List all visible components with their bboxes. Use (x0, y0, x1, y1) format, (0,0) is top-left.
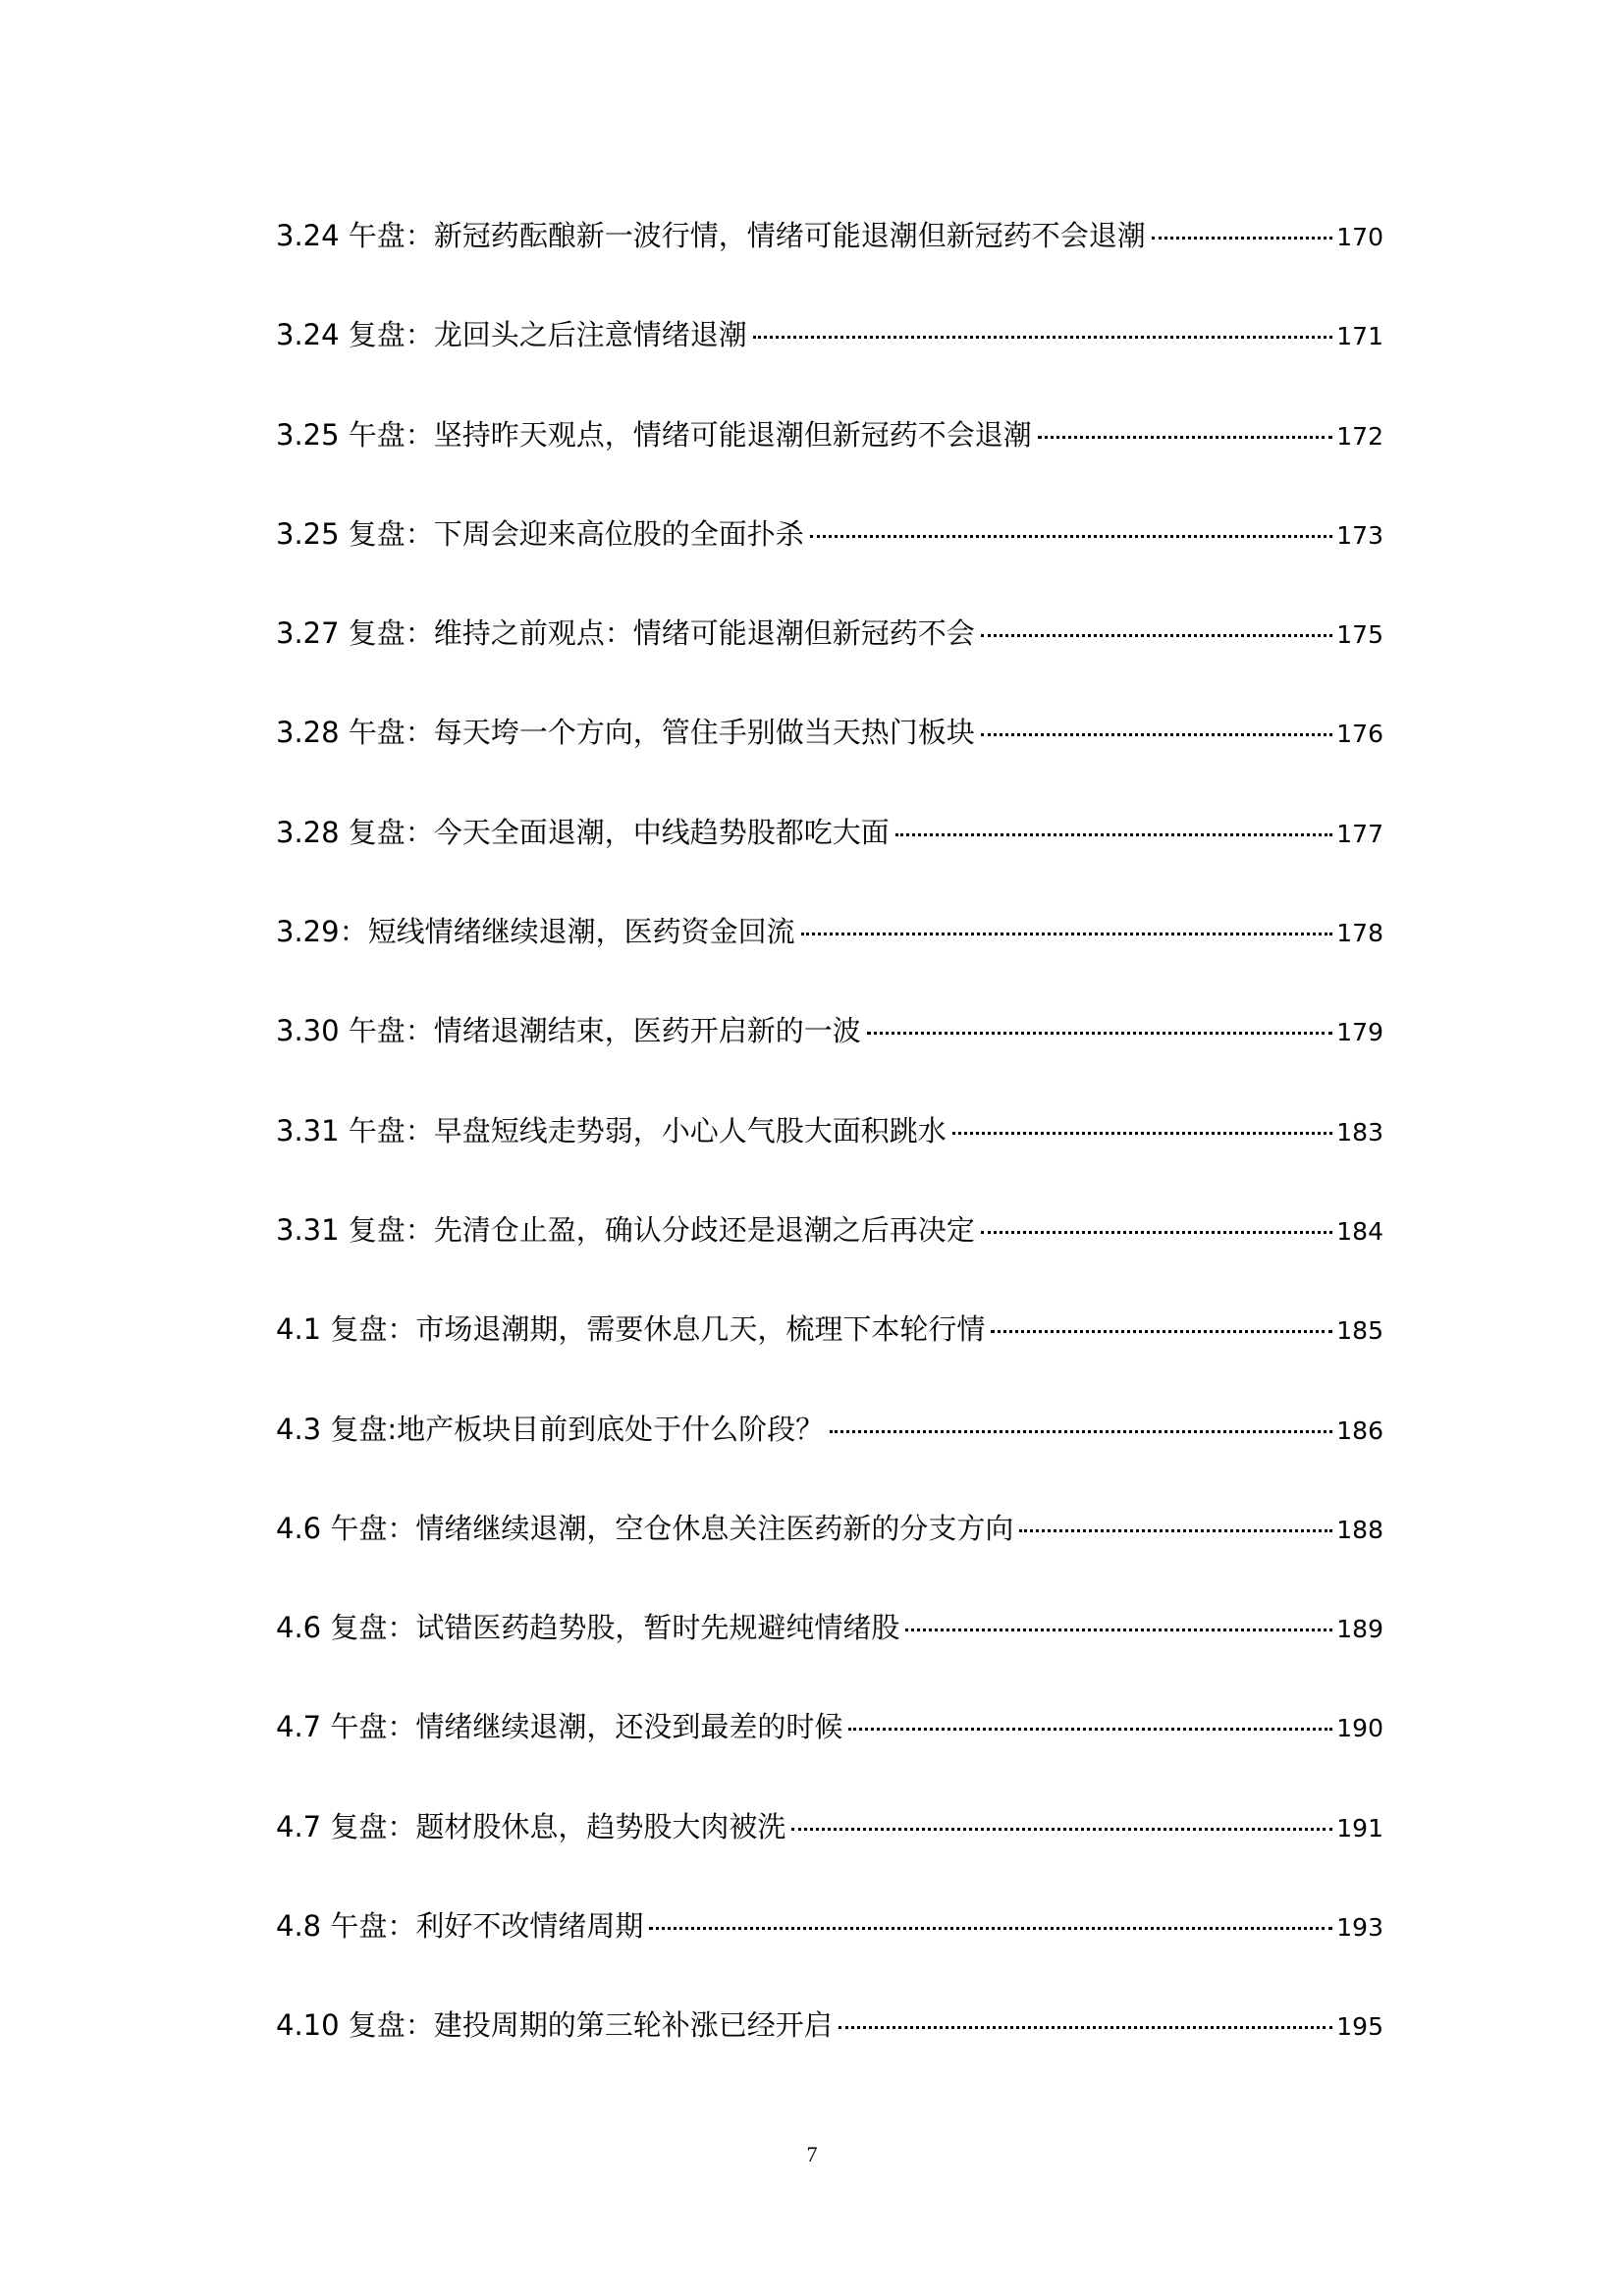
toc-dot-leader (649, 1926, 1332, 1930)
toc-entry-page: 185 (1336, 1316, 1383, 1346)
toc-entry-title: 3.29：短线情绪继续退潮，医药资金回流 (276, 915, 795, 949)
toc-entry-page: 170 (1336, 223, 1383, 251)
toc-entry-page: 186 (1336, 1415, 1383, 1445)
toc-entry-title: 3.28 午盘：每天垮一个方向，管住手别做当天热门板块 (276, 716, 975, 750)
table-of-contents (276, 216, 1383, 2106)
toc-entry[interactable] (276, 614, 1383, 713)
toc-entry[interactable] (276, 813, 1383, 912)
toc-entry[interactable] (276, 315, 1383, 414)
toc-entry[interactable] (276, 1509, 1383, 1608)
toc-entry[interactable] (276, 1906, 1383, 2005)
toc-dot-leader (1038, 435, 1332, 439)
toc-entry-title: 3.25 复盘：下周会迎来高位股的全面扑杀 (276, 516, 804, 551)
toc-entry[interactable] (276, 2005, 1383, 2105)
toc-entry-page: 193 (1336, 1913, 1383, 1943)
toc-entry-page: 176 (1336, 720, 1383, 749)
toc-dot-leader (1019, 1528, 1332, 1532)
toc-entry-page: 179 (1336, 1018, 1383, 1047)
toc-entry-page: 177 (1336, 819, 1383, 848)
toc-entry-title: 4.3 复盘:地产板块目前到底处于什么阶段？ (276, 1412, 825, 1446)
toc-entry-title: 4.7 复盘：题材股休息，趋势股大肉被洗 (276, 1809, 786, 1843)
toc-entry-title: 3.24 复盘：龙回头之后注意情绪退潮 (276, 318, 747, 352)
toc-entry[interactable] (276, 1807, 1383, 1906)
toc-dot-leader (991, 1329, 1332, 1333)
toc-dot-leader (753, 335, 1332, 339)
toc-entry-title: 3.25 午盘：坚持昨天观点，情绪可能退潮但新冠药不会退潮 (276, 417, 1032, 452)
toc-dot-leader (1152, 236, 1332, 240)
toc-entry[interactable] (276, 216, 1383, 315)
toc-entry-page: 172 (1336, 421, 1383, 451)
toc-entry-title: 3.27 复盘：维持之前观点：情绪可能退潮但新冠药不会 (276, 616, 975, 651)
toc-entry-page: 183 (1336, 1117, 1383, 1147)
toc-dot-leader (981, 1230, 1332, 1234)
toc-dot-leader (905, 1628, 1332, 1631)
toc-entry-title: 4.10 复盘：建投周期的第三轮补涨已经开启 (276, 2008, 833, 2043)
toc-entry-title: 3.30 午盘：情绪退潮结束，医药开启新的一波 (276, 1014, 861, 1048)
toc-entry-title: 4.6 复盘：试错医药趋势股，暂时先规避纯情绪股 (276, 1611, 900, 1645)
toc-dot-leader (839, 2025, 1332, 2029)
toc-dot-leader (810, 534, 1332, 538)
toc-entry-title: 3.24 午盘：新冠药酝酿新一波行情，情绪可能退潮但新冠药不会退潮 (276, 219, 1146, 252)
page-number: 7 (806, 2142, 818, 2166)
toc-entry-title: 4.6 午盘：情绪继续退潮，空仓休息关注医药新的分支方向 (276, 1511, 1014, 1545)
toc-entry-page: 173 (1336, 520, 1383, 550)
toc-dot-leader (801, 932, 1333, 935)
toc-dot-leader (981, 732, 1332, 736)
toc-entry-page: 195 (1336, 2012, 1383, 2042)
toc-entry-title: 3.31 复盘：先清仓止盈，确认分歧还是退潮之后再决定 (276, 1212, 975, 1247)
toc-entry[interactable] (276, 1111, 1383, 1210)
toc-entry[interactable] (276, 1707, 1383, 1806)
toc-entry-page: 171 (1336, 322, 1383, 351)
toc-entry[interactable] (276, 713, 1383, 812)
toc-entry-title: 4.8 午盘：利好不改情绪周期 (276, 1909, 644, 1944)
toc-entry-title: 3.28 复盘：今天全面退潮，中线趋势股都吃大面 (276, 815, 890, 849)
toc-entry[interactable] (276, 1608, 1383, 1707)
toc-dot-leader (830, 1429, 1332, 1433)
toc-entry[interactable] (276, 1011, 1383, 1110)
toc-dot-leader (791, 1827, 1332, 1831)
toc-dot-leader (848, 1727, 1332, 1731)
toc-entry[interactable] (276, 1410, 1383, 1509)
toc-entry[interactable] (276, 912, 1383, 1011)
toc-entry[interactable] (276, 1210, 1383, 1309)
toc-entry-page: 190 (1336, 1714, 1383, 1743)
toc-entry-page: 191 (1336, 1813, 1383, 1842)
toc-dot-leader (981, 633, 1332, 637)
toc-entry[interactable] (276, 514, 1383, 614)
toc-entry[interactable] (276, 1309, 1383, 1409)
toc-entry-page: 188 (1336, 1515, 1383, 1544)
toc-entry-page: 184 (1336, 1216, 1383, 1246)
toc-dot-leader (895, 832, 1332, 836)
toc-entry-title: 4.1 复盘：市场退潮期，需要休息几天，梳理下本轮行情 (276, 1312, 986, 1347)
toc-entry-title: 4.7 午盘：情绪继续退潮，还没到最差的时候 (276, 1710, 843, 1744)
toc-entry[interactable] (276, 415, 1383, 514)
toc-entry-page: 178 (1336, 919, 1383, 948)
toc-entry-page: 189 (1336, 1615, 1383, 1644)
toc-entry-title: 3.31 午盘：早盘短线走势弱，小心人气股大面积跳水 (276, 1113, 947, 1148)
toc-entry-page: 175 (1336, 620, 1383, 650)
toc-dot-leader (952, 1131, 1332, 1135)
toc-dot-leader (867, 1031, 1332, 1035)
